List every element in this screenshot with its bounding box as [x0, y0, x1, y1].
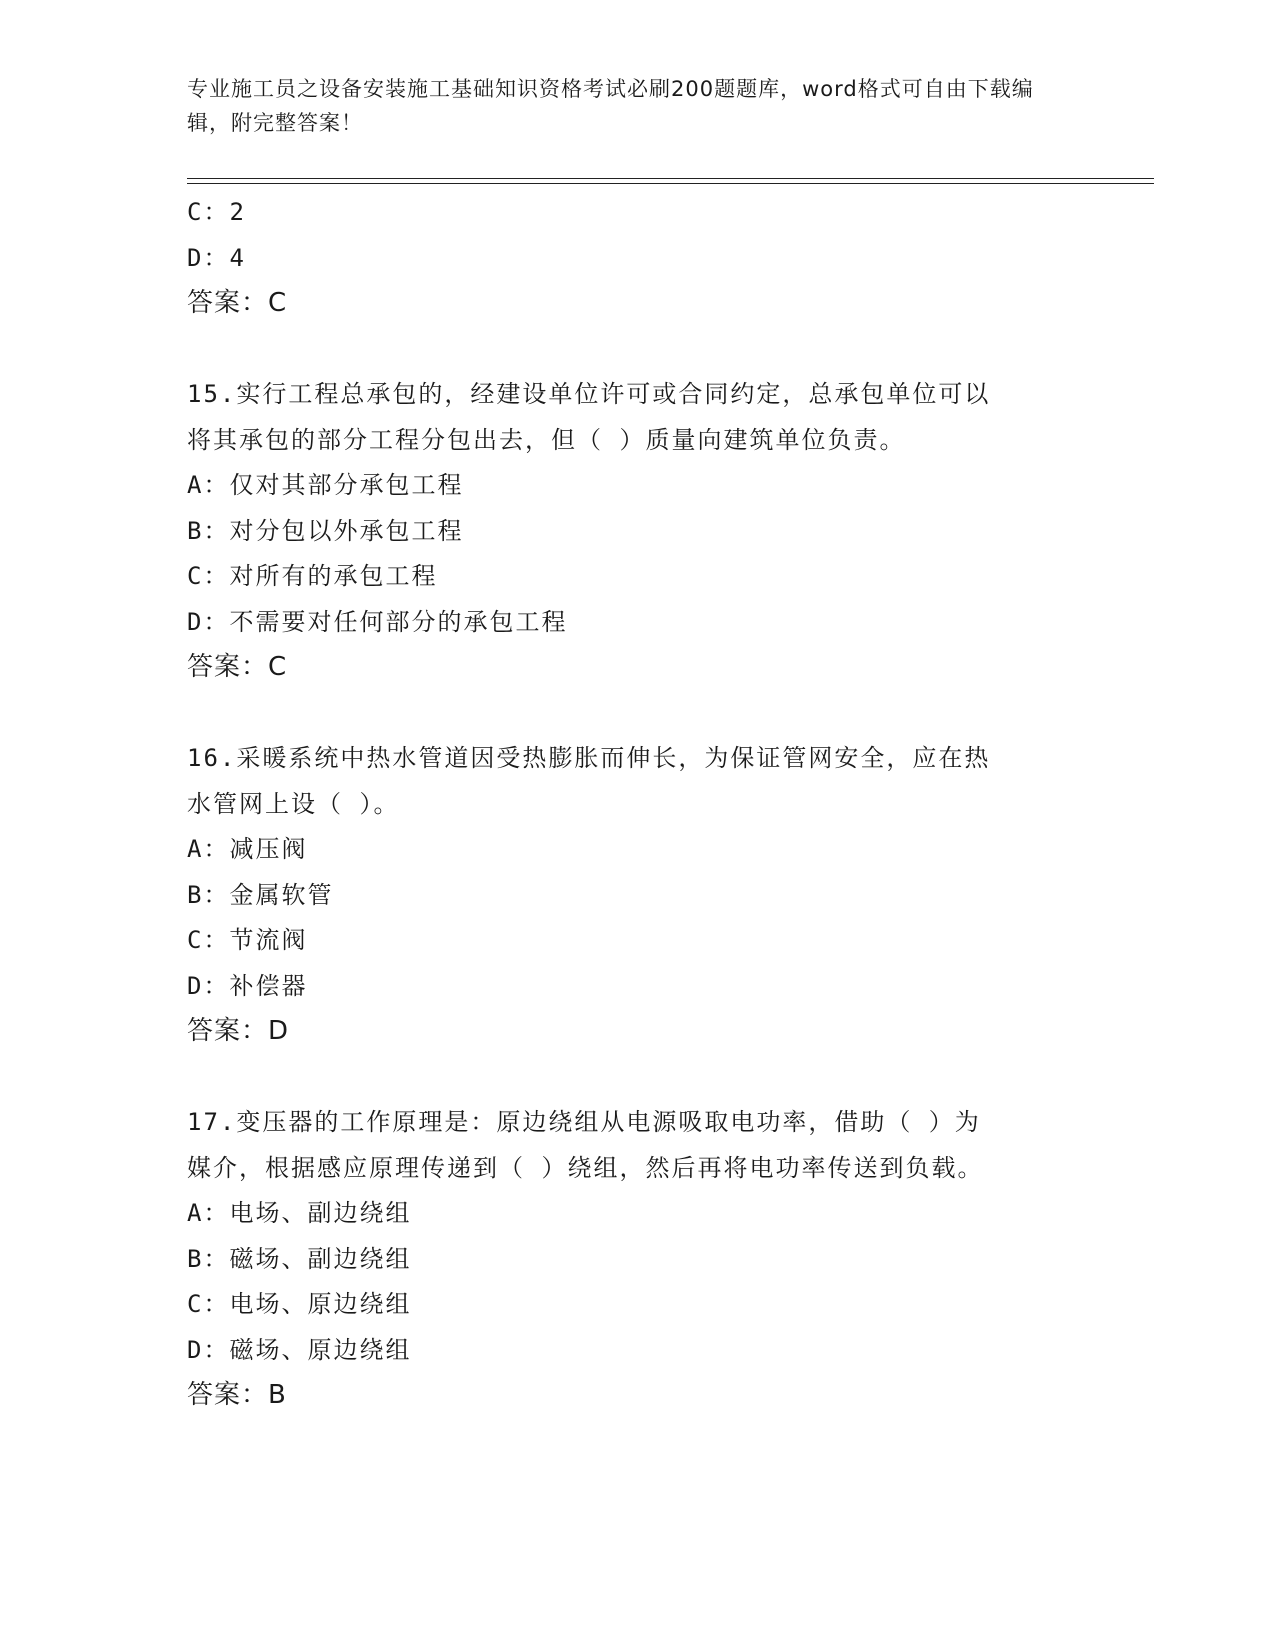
option-c: C：电场、原边绕组	[187, 1290, 412, 1318]
option-a: A：电场、副边绕组	[187, 1199, 412, 1227]
option-c: C：对所有的承包工程	[187, 562, 438, 590]
header-divider-top	[187, 178, 1154, 179]
answer: 答案：B	[187, 1380, 287, 1410]
question-stem-continued: 媒介，根据感应原理传递到（ ）绕组，然后再将电功率传送到负载。	[187, 1153, 984, 1182]
option-d: D：不需要对任何部分的承包工程	[187, 607, 568, 636]
document-header: 专业施工员之设备安装施工基础知识资格考试必刷200题题库，word格式可自由下载编辑，附完整答案！	[187, 77, 1034, 135]
spacer	[187, 327, 1087, 373]
answer: 答案：D	[187, 1016, 290, 1046]
question-stem: 16.采暖系统中热水管道因受热膨胀而伸长，为保证管网安全，应在热	[187, 744, 991, 772]
spacer	[187, 691, 1087, 737]
answer: 答案：C	[187, 288, 288, 318]
document-content	[187, 190, 1087, 1419]
question-stem: 17.变压器的工作原理是：原边绕组从电源吸取电功率，借助（ ）为	[187, 1108, 981, 1136]
question-stem: 15.实行工程总承包的，经建设单位许可或合同约定，总承包单位可以	[187, 380, 991, 408]
question-16	[187, 736, 1087, 1055]
option-d: D：磁场、原边绕组	[187, 1335, 412, 1364]
answer: 答案：C	[187, 652, 288, 682]
header-divider-bottom	[187, 183, 1154, 184]
option-c: C：节流阀	[187, 926, 308, 954]
question-stem-continued: 将其承包的部分工程分包出去，但（ ）质量向建筑单位负责。	[187, 425, 906, 454]
option-b: B：对分包以外承包工程	[187, 516, 464, 545]
question-15	[187, 372, 1087, 691]
option-d: D：4	[187, 243, 246, 272]
question-14-continued	[187, 190, 1087, 327]
question-17	[187, 1100, 1087, 1419]
option-a: A：减压阀	[187, 835, 308, 863]
option-b: B：磁场、副边绕组	[187, 1244, 412, 1273]
option-d: D：补偿器	[187, 971, 308, 1000]
spacer	[187, 1055, 1087, 1101]
option-b: B：金属软管	[187, 880, 334, 909]
option-a: A：仅对其部分承包工程	[187, 471, 464, 499]
question-stem-continued: 水管网上设（ ）。	[187, 789, 400, 818]
option-c: C：2	[187, 198, 246, 226]
